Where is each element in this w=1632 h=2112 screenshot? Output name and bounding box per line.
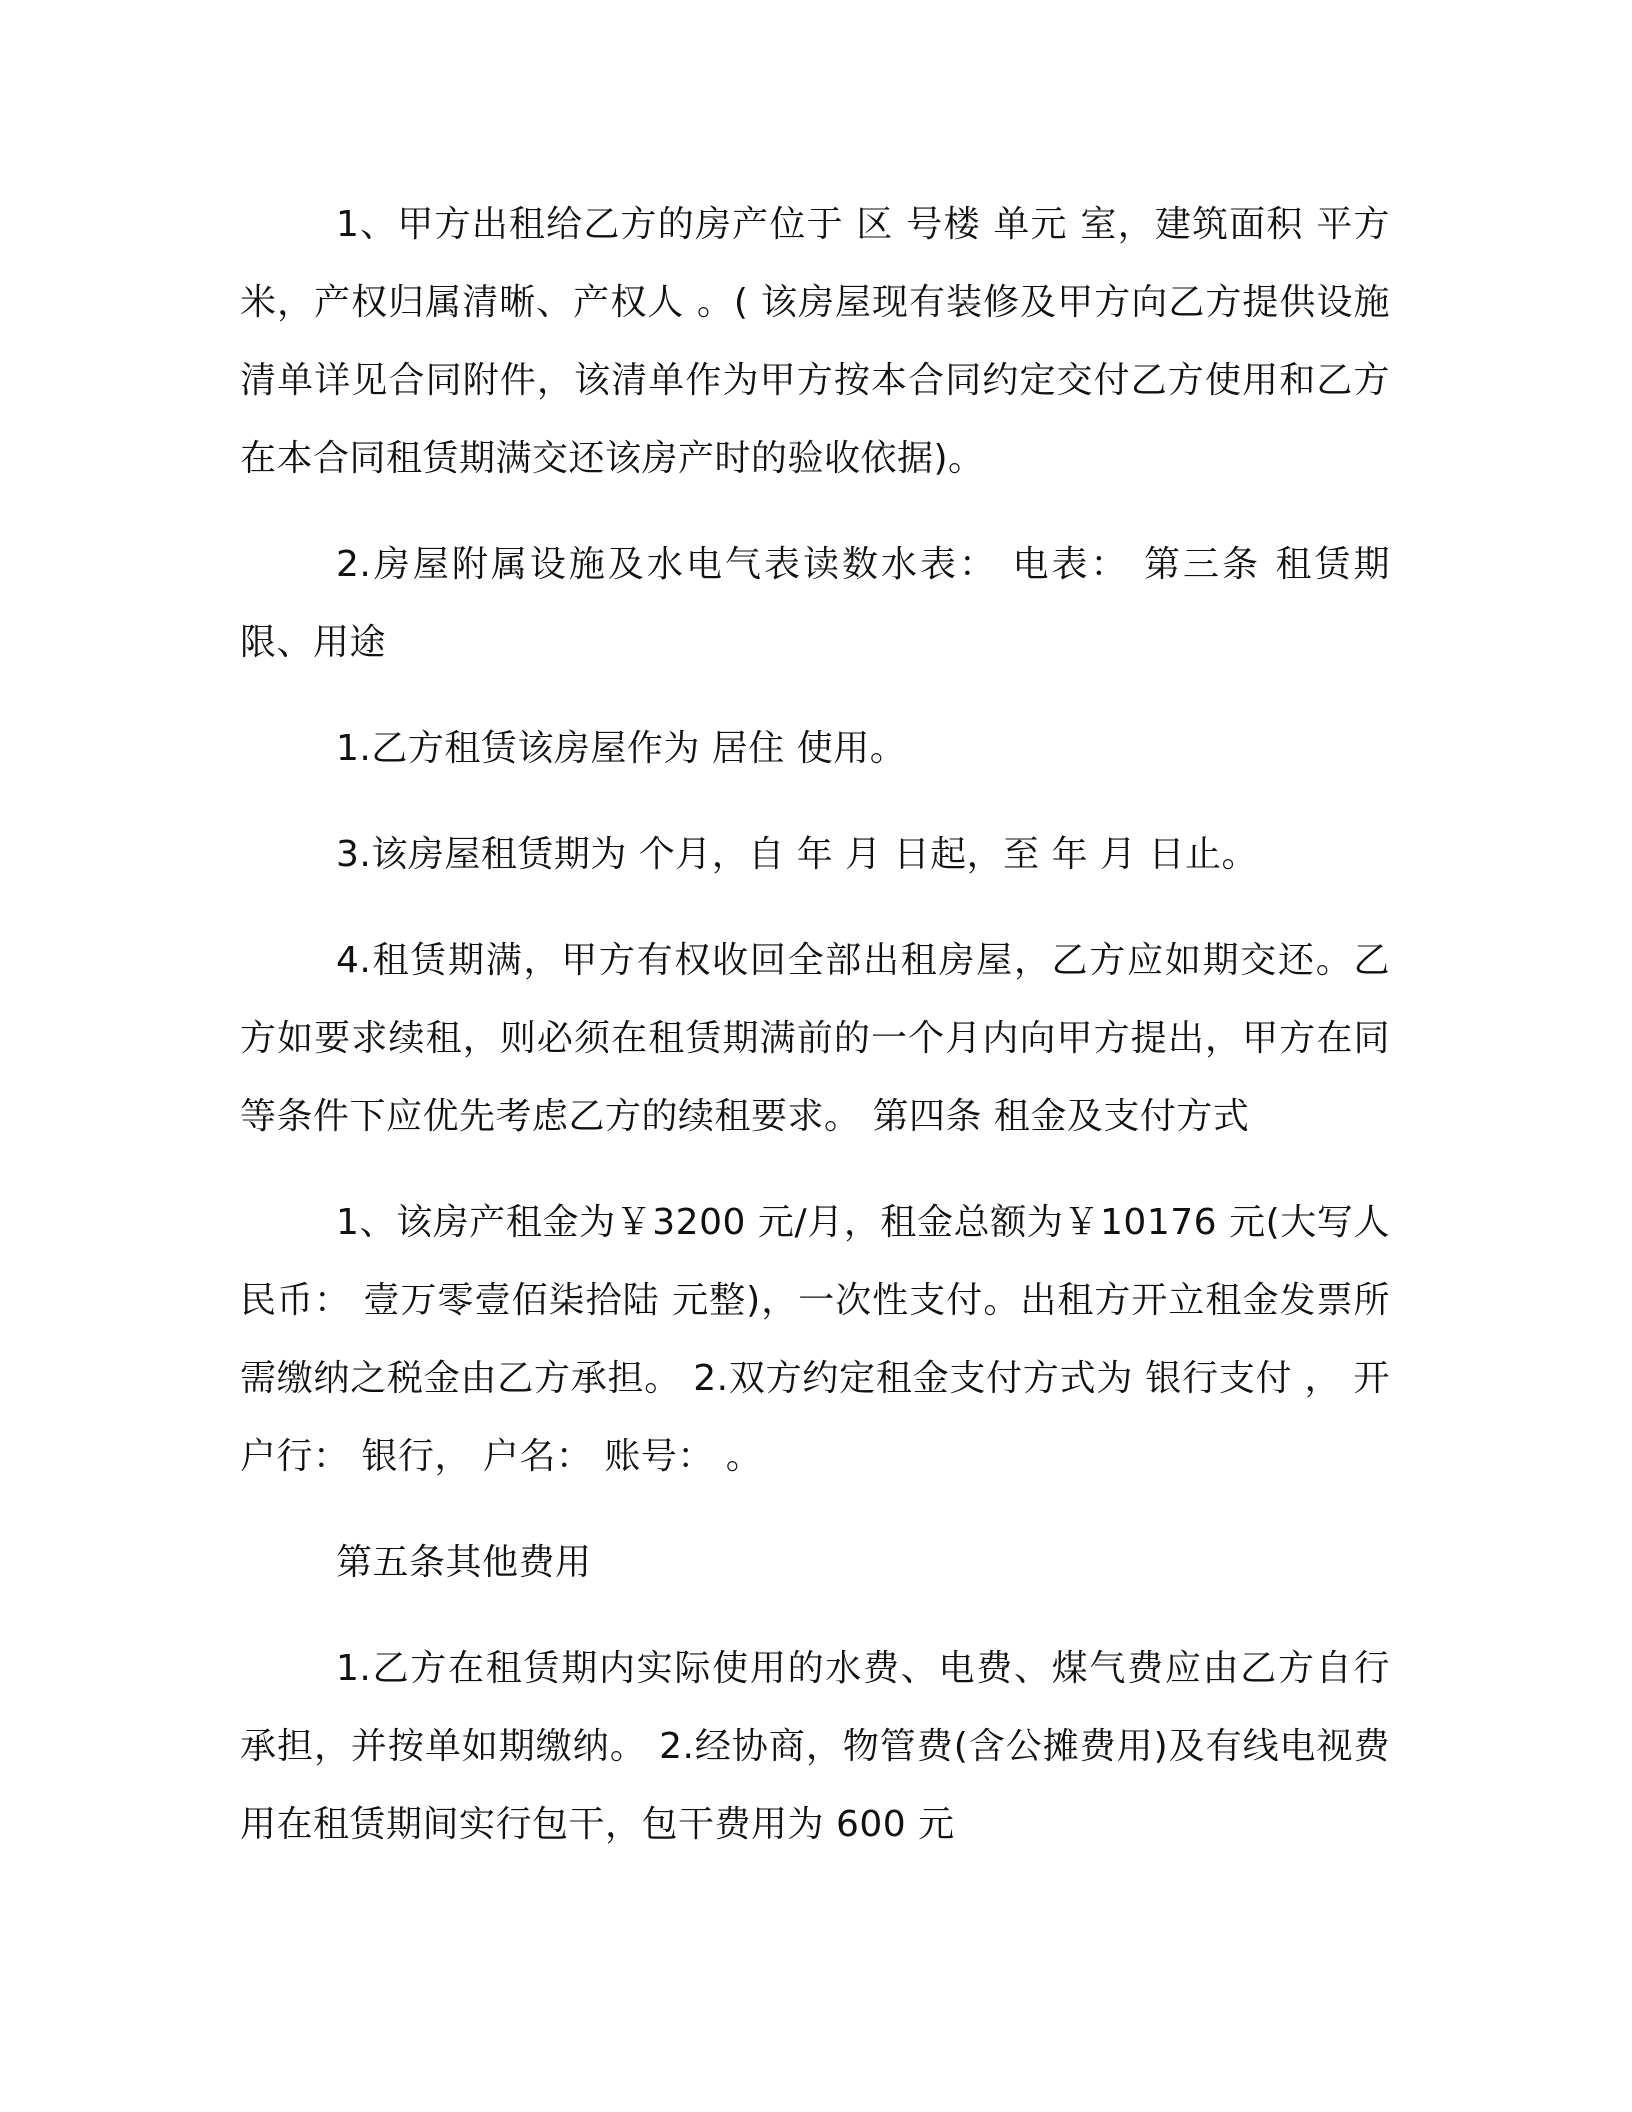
paragraph-property-location: 1、甲方出租给乙方的房产位于 区 号楼 单元 室，建筑面积 平方米，产权归属清晰、产权人 。( 该房屋现有装修及甲方向乙方提供设施清单详见合同附件，该清单作为甲方按本合同约定交付乙方使用和乙方在本合同租赁期满交还该房产时的验收依据)。: [240, 204, 1390, 479]
document-body: [240, 186, 1390, 1864]
paragraph-lease-renewal: 4.租赁期满，甲方有权收回全部出租房屋，乙方应如期交还。乙方如要求续租，则必须在租赁期满前的一个月内向甲方提出，甲方在同等条件下应优先考虑乙方的续租要求。 第四条 租金及支付方式: [240, 940, 1390, 1137]
section-heading-other-fees: 第五条其他费用: [336, 1542, 592, 1583]
paragraph-lease-term: 3.该房屋租赁期为 个月，自 年 月 日起，至 年 月 日止。: [336, 834, 1258, 875]
paragraph-other-fees: 1.乙方在租赁期内实际使用的水费、电费、煤气费应由乙方自行承担，并按单如期缴纳。 2.经协商，物管费(含公摊费用)及有线电视费用在租赁期间实行包干，包干费用为 600 元: [240, 1648, 1390, 1845]
paragraph-lease-usage: 1.乙方租赁该房屋作为 居住 使用。: [336, 728, 907, 769]
paragraph-utility-readings: 2.房屋附属设施及水电气表读数水表： 电表： 第三条 租赁期限、用途: [240, 544, 1390, 663]
paragraph-rent-payment: 1、该房产租金为￥3200 元/月，租金总额为￥10176 元(大写人民币： 壹万零壹佰柒拾陆 元整)，一次性支付。出租方开立租金发票所需缴纳之税金由乙方承担。 2.双方约定租金支付方式为 银行支付 ， 开户行： 银行， 户名： 账号： 。: [240, 1202, 1390, 1477]
